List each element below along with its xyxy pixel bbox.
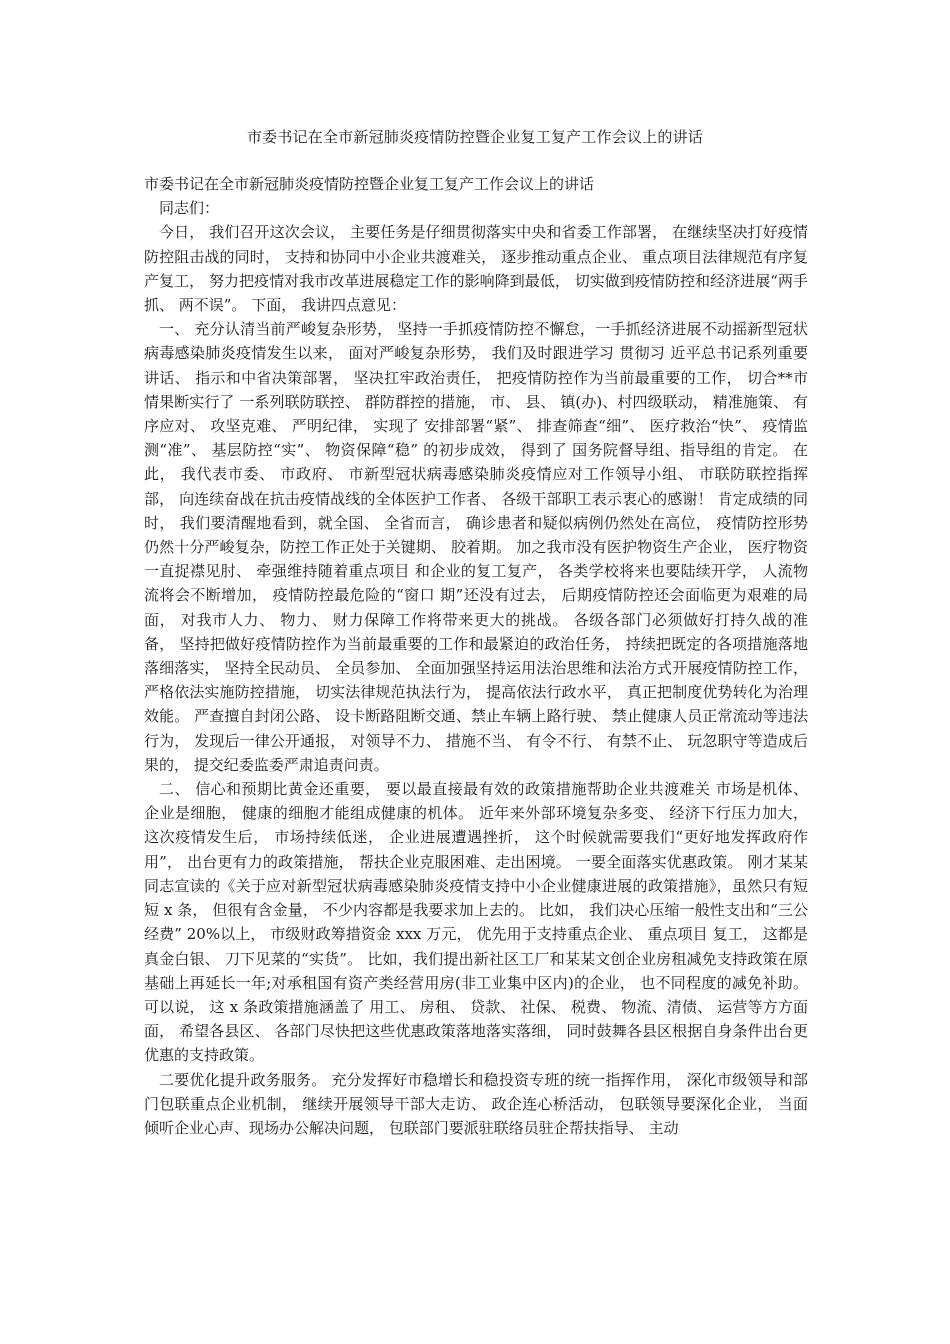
salutation: 同志们： [159,199,220,218]
paragraph-service: 二要优化提升政务服务。 充分发挥好市稳增长和稳投资专班的统一指挥作用， 深化市级领导和部门包联重点企业机制， 继续开展领导干部大走访、 政企连心桥活动， 包联领导要深化企业， 当面倾听企业心声、现场办公解决问题， 包联部门要派驻联络员驻企帮扶指导、 主动 [144,1070,808,1137]
document-body [144,172,808,1140]
paragraph-intro: 今日， 我们召开这次会议， 主要任务是仔细贯彻落实中央和省委工作部署， 在继续坚决打好疫情防控阻击战的同时， 支持和协同中小企业共渡难关， 逐步推动重点企业、 重点项目法律规范有序复产复工， 努力把疫情对我市改革进展稳定工作的影响降到最低， 切实做到疫情防控和经济进展“两手抓、 两不误”。 下面， 我讲四点意见： [144,223,808,315]
document-subtitle: 市委书记在全市新冠肺炎疫情防控暨企业复工复产工作会议上的讲话 [144,175,595,193]
paragraph-section-one: 一、 充分认清当前严峻复杂形势， 坚持一手抓疫情防控不懈怠，一手抓经济进展不动摇新型冠状病毒感染肺炎疫情发生以来， 面对严峻复杂形势， 我们及时跟进学习 贯彻习 近平总书记系列重要讲话、 指示和中省决策部署， 坚决扛牢政治责任， 把疫情防控作为当前最重要的工作， 切合**市情果断实行了 一系列联防联控、 群防群控的措施， 市、 县、 镇(办)、村四级联动， 精准施策、 有序应对、 攻坚克难、 严明纪律， 实现了 安排部署“紧”、 排查筛查“细”、 医疗救治“快”、 疫情监测“准”、 基层防控“实”、 物资保障“稳” 的初步成效， 得到了 国务院督导组、指导组的肯定。 在此， 我代表市委、 市政府、 市新型冠状病毒感染肺炎疫情应对工作领导小组、 市联防联控指挥部， 向连续奋战在抗击疫情战线的全体医护工作者、 各级干部职工表示衷心的感谢！ 肯定成绩的同时， 我们要清醒地看到，就全国、 全省而言， 确诊患者和疑似病例仍然处在高位， 疫情防控形势仍然十分严峻复杂，防控工作正处于关键期、 胶着期。 加之我市没有医护物资生产企业， 医疗物资一直捉襟见肘、 牵强维持随着重点项目 和企业的复工复产， 各类学校将来也要陆续开学， 人流物流将会不断增加， 疫情防控最危险的“窗口 期”还没有过去， 后期疫情防控还会面临更为艰难的局面， 对我市人力、 物力、 财力保障工作将带来更大的挑战。 各级各部门必须做好打持久战的准备， 坚持把做好疫情防控作为当前最重要的工作和最紧迫的政治任务， 持续把既定的各项措施落地落细落实， 坚持全民动员、 全员参加、 全面加强坚持运用法治思维和法治方式开展疫情防控工作， 严格依法实施防控措施， 切实法律规范执法行为， 提高依法行政水平， 真正把制度优势转化为治理效能。 严查擅自封闭公路、 设卡断路阻断交通、禁止车辆上路行驶、 禁止健康人员正常流动等违法行为， 发现后一律公开通报， 对领导不力、 措施不当、 有令不行、 有禁不止、 玩忽职守等造成后果的， 提交纪委监委严肃追责问责。 [144,320,808,774]
paragraph-section-two: 二、 信心和预期比黄金还重要， 要以最直接最有效的政策措施帮助企业共渡难关 市场是机体、 企业是细胞， 健康的细胞才能组成健康的机体。 近年来外部环境复杂多变、 经济下行压力加大， 这次疫情发生后， 市场持续低迷， 企业进展遭遇挫折， 这个时候就需要我们“更好地发挥政府作用”， 出台更有力的政策措施， 帮扶企业克服困难、走出困境。 一要全面落实优惠政策。 刚才某某同志宣读的《关于应对新型冠状病毒感染肺炎疫情支持中小企业健康进展的政策措施》，虽然只有短短 x 条， 但很有含金量， 不少内容都是我要求加上去的。 比如， 我们决心压缩一般性支出和“三公经费” 20%以上， 市级财政筹措资金 xxx 万元， 优先用于支持重点企业、 重点项目 复工， 这都是真金白银、 刀下见菜的“实货”。 比如，我们提出新社区工厂和某某文创企业房租减免支持政策在原基础上再延长一年;对承租国有资产类经营用房(非工业集中区内)的企业， 也不同程度的减免补助。 可以说， 这 x 条政策措施涵盖了 用工、 房租、 贷款、 社保、 税费、 物流、清债、 运营等方方面面， 希望各县区、 各部门尽快把这些优惠政策落地落实落细， 同时鼓舞各县区根据自身条件出台更优惠的支持政策。 [144,780,808,1065]
document-title: 市委书记在全市新冠肺炎疫情防控暨企业复工复产工作会议上的讲话 [246,128,703,146]
